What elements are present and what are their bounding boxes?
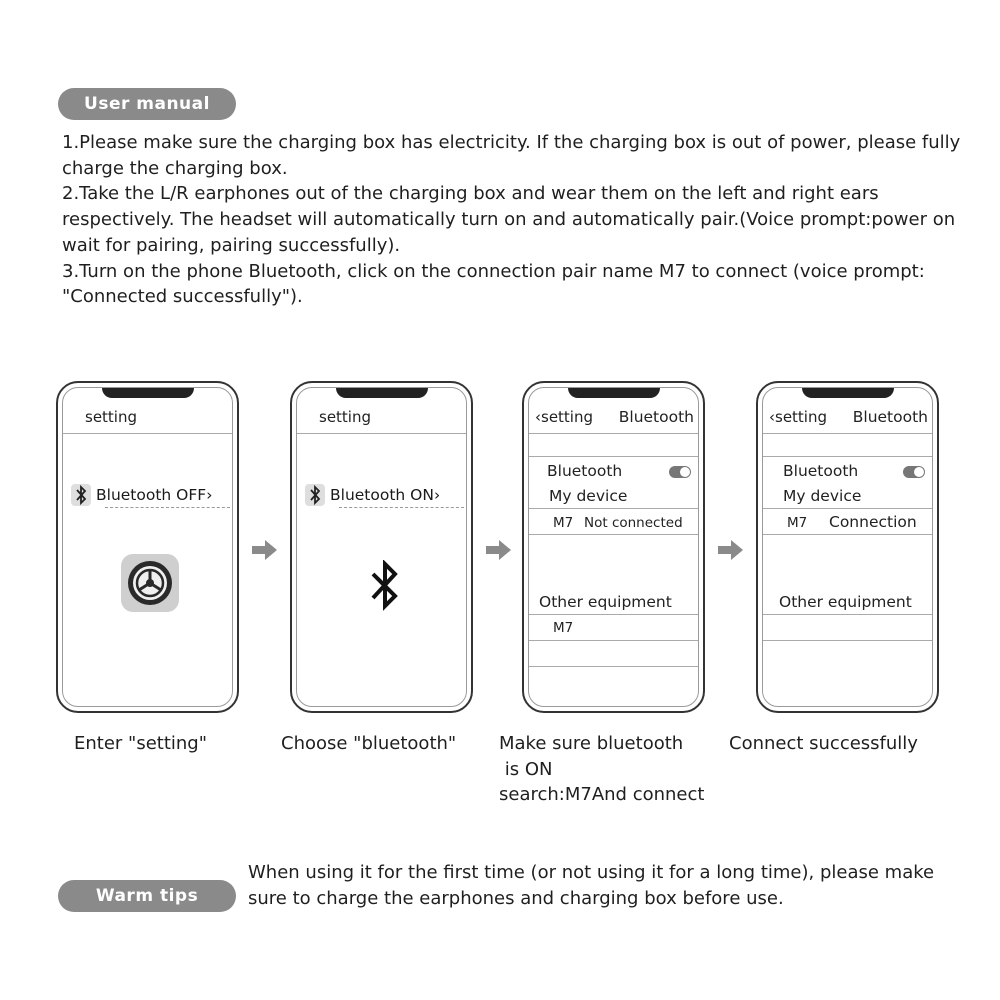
divider — [763, 508, 932, 509]
other-device-m7[interactable]: M7 — [553, 620, 574, 636]
phone-connected — [756, 381, 939, 713]
device-m7-name[interactable]: M7 — [787, 515, 808, 531]
divider — [529, 640, 698, 641]
back-button[interactable]: ‹setting — [769, 408, 828, 426]
divider — [529, 456, 698, 457]
device-status: Connection — [829, 513, 917, 531]
caption-choose-bluetooth: Choose "bluetooth" — [281, 733, 457, 754]
caption-enter-setting: Enter "setting" — [74, 733, 207, 754]
bluetooth-off-row[interactable] — [63, 482, 232, 508]
instructions — [62, 130, 962, 310]
bluetooth-icon — [367, 560, 403, 612]
caption-line: is ON — [499, 758, 553, 780]
screen-header — [297, 404, 466, 434]
caption-line: search:M7And connect — [499, 784, 705, 805]
screen-header — [529, 404, 698, 434]
divider — [529, 666, 698, 667]
bluetooth-on-row[interactable] — [297, 482, 466, 508]
caption-line: Make sure bluetooth — [499, 733, 684, 754]
divider — [529, 534, 698, 535]
bluetooth-toggle[interactable] — [903, 466, 925, 478]
divider — [529, 614, 698, 615]
divider — [763, 614, 932, 615]
warm-tips-text: When using it for the first time (or not using it for a long time), please make sure to charge the earphones and charging box before use. — [248, 862, 935, 909]
chevron-right-icon: › — [433, 486, 441, 504]
bluetooth-small-icon — [71, 484, 91, 506]
device-m7-name[interactable]: M7 — [553, 515, 574, 531]
device-status: Not connected — [584, 515, 683, 531]
caption-connect-successfully: Connect successfully — [729, 733, 918, 754]
other-equipment-label: Other equipment — [779, 593, 912, 611]
phone-setting — [56, 381, 239, 713]
my-device-label: My device — [549, 487, 628, 505]
bluetooth-toggle-label: Bluetooth — [783, 462, 859, 480]
other-equipment-label: Other equipment — [539, 593, 672, 611]
bluetooth-toggle-label: Bluetooth — [547, 462, 623, 480]
warm-tips-heading: Warm tips — [58, 880, 236, 912]
back-button[interactable]: ‹setting — [535, 408, 594, 426]
screen-header — [63, 404, 232, 434]
chevron-right-icon: › — [206, 486, 213, 504]
divider — [763, 456, 932, 457]
arrow-right-icon — [252, 539, 278, 561]
phone-bluetooth-on — [290, 381, 473, 713]
phone-notch — [336, 387, 428, 398]
phone-screen — [296, 387, 467, 707]
header-title: Bluetooth — [852, 408, 928, 426]
bluetooth-small-icon — [305, 484, 325, 506]
arrow-right-icon — [486, 539, 512, 561]
bluetooth-toggle[interactable] — [669, 466, 691, 478]
caption-make-sure — [499, 731, 704, 808]
phone-screen — [62, 387, 233, 707]
bluetooth-row-label: Bluetooth ON› — [330, 486, 441, 504]
divider — [529, 508, 698, 509]
phone-screen — [762, 387, 933, 707]
phone-notch — [568, 387, 660, 398]
phone-notch — [102, 387, 194, 398]
divider — [763, 640, 932, 641]
my-device-label: My device — [783, 487, 862, 505]
user-manual-heading: User manual — [58, 88, 236, 120]
header-title: setting — [319, 408, 372, 426]
phone-notch — [802, 387, 894, 398]
header-title: Bluetooth — [618, 408, 694, 426]
step-1: 1.Please make sure the charging box has electricity. If the charging box is out of power, please fully charge the charging box. — [62, 132, 961, 179]
screen-header — [763, 404, 932, 434]
phone-screen — [528, 387, 699, 707]
header-title: setting — [85, 408, 138, 426]
bluetooth-row-label: Bluetooth OFF› — [96, 486, 213, 504]
step-2: 2.Take the L/R earphones out of the charging box and wear them on the left and right ears respectively. The headset will automatically turn on and automatically pair.(Voice prompt:power on wait for pairing, pairing successfully). — [62, 183, 956, 256]
phone-search-device — [522, 381, 705, 713]
step-3: 3.Turn on the phone Bluetooth, click on the connection pair name M7 to connect (voice prompt: "Connected successfully"). — [62, 260, 925, 308]
divider — [763, 534, 932, 535]
settings-gear-icon[interactable] — [121, 554, 179, 612]
arrow-right-icon — [718, 539, 744, 561]
